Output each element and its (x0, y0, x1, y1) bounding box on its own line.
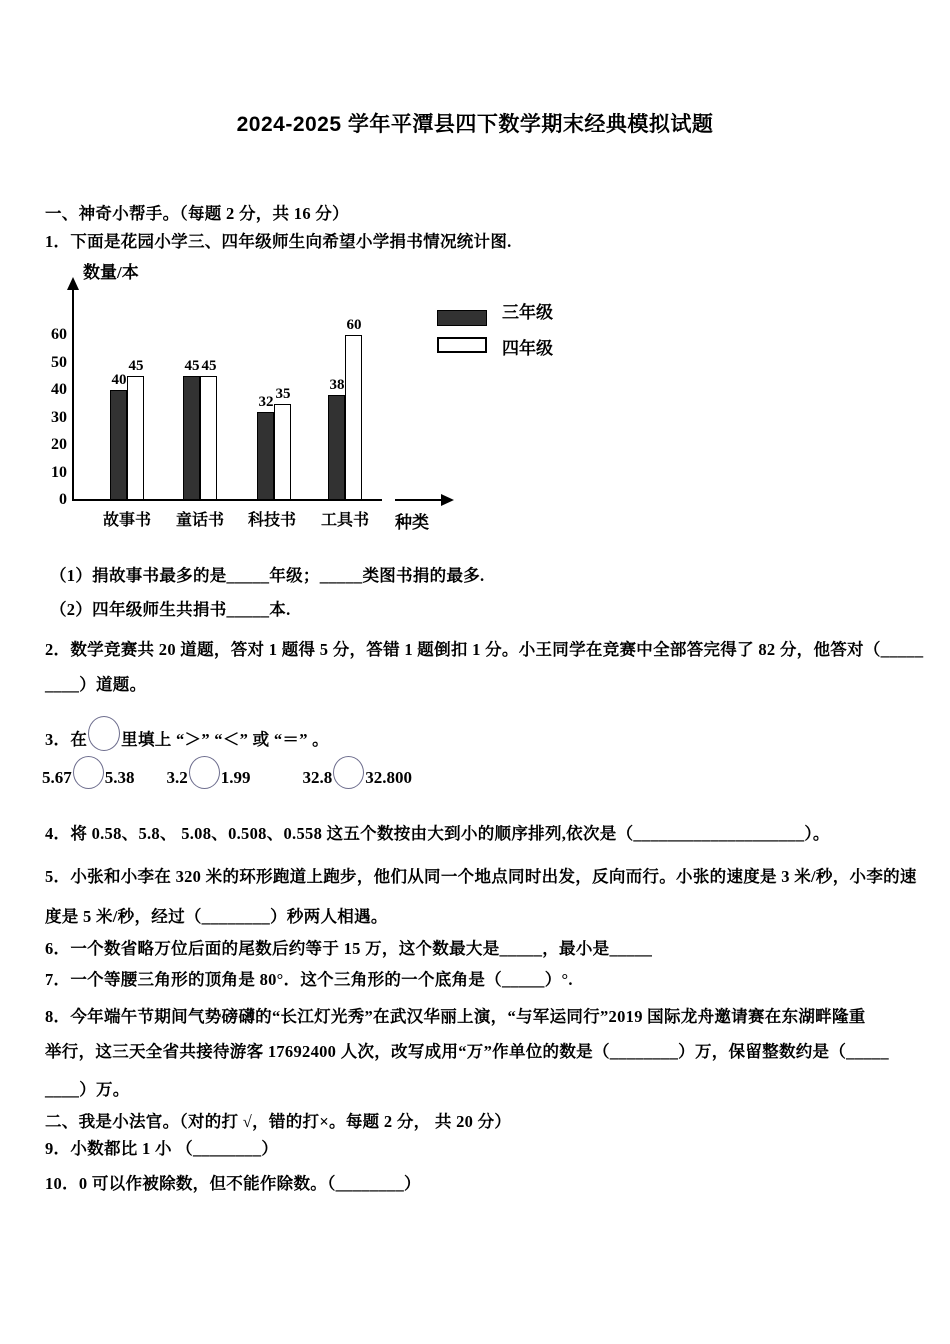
legend-label-grade4: 四年级 (502, 339, 553, 358)
legend-swatch-grade3 (437, 310, 487, 326)
question-1-text: 1．下面是花园小学三、四年级师生向希望小学捐书情况统计图. (45, 232, 512, 251)
question-3-comparisons (42, 756, 412, 789)
y-axis-tick-label: 0 (59, 491, 67, 508)
question-4-text: 4．将 0.58、5.8、 5.08、0.508、0.558 这五个数按由大到小的顺序排列,依次是（____________________）。 (45, 824, 830, 843)
question-9-text: 9．小数都比 1 小 （________） (45, 1139, 279, 1158)
question-8-line-1: 8．今年端午节期间气势磅礴的“长江灯光秀”在武汉华丽上演，“与军运同行”2019 国际龙舟邀请赛在东湖畔隆重 (45, 1007, 866, 1026)
y-axis-tick-label: 20 (51, 436, 67, 453)
legend-label-grade3: 三年级 (502, 303, 553, 322)
bar-value-label: 35 (275, 386, 291, 402)
compare-circle-icon (88, 716, 120, 751)
question-1-sub-2: （2）四年级师生共捐书_____本. (50, 600, 291, 619)
compare-circle-icon (333, 756, 364, 789)
bar-三年级-工具书 (328, 395, 345, 500)
bar-四年级-童话书 (200, 376, 217, 500)
bar-三年级-科技书 (257, 412, 274, 500)
question-2-line-2: ____）道题。 (45, 675, 147, 694)
compare-left-value: 32.8 (302, 768, 333, 787)
y-axis-line (72, 288, 74, 501)
compare-right-value: 5.38 (104, 768, 135, 787)
bar-value-label: 45 (184, 358, 200, 374)
compare-right-value: 1.99 (220, 768, 251, 787)
bar-三年级-故事书 (110, 390, 127, 500)
bar-四年级-故事书 (127, 376, 144, 500)
category-label-科技书: 科技书 (247, 512, 296, 529)
bar-value-label: 40 (111, 372, 127, 388)
question-6-text: 6．一个数省略万位后面的尾数后约等于 15 万，这个数最大是_____，最小是_____ (45, 939, 653, 958)
question-10-text: 10．0 可以作被除数，但不能作除数。（________） (45, 1174, 421, 1193)
question-8-line-3: ____）万。 (45, 1080, 130, 1099)
compare-circle-icon (73, 756, 104, 789)
y-axis-tick-label: 30 (51, 408, 67, 426)
bar-四年级-工具书 (345, 335, 362, 500)
question-3-suffix: 里填上 “＞” “＜” 或 “＝” 。 (121, 730, 329, 749)
chart-x-axis-label: 种类 (395, 513, 429, 532)
x-axis-arrow-icon (441, 494, 454, 506)
section-one-heading: 一、神奇小帮手。（每题 2 分，共 16 分） (45, 204, 349, 223)
y-axis-tick-label: 60 (51, 326, 67, 343)
question-3-text (45, 716, 329, 751)
bar-value-label: 32 (258, 394, 274, 410)
x-axis-arrow-line (395, 499, 443, 501)
bar-value-label: 38 (329, 377, 345, 393)
y-axis-tick-label: 10 (51, 463, 67, 481)
bar-value-label: 45 (128, 358, 144, 374)
y-axis-tick-label: 50 (51, 353, 67, 371)
bar-value-label: 45 (201, 358, 217, 374)
category-label-童话书: 童话书 (175, 512, 224, 529)
category-label-工具书: 工具书 (320, 512, 369, 529)
question-5-line-2: 度是 5 米/秒，经过（________）秒两人相遇。 (45, 907, 388, 926)
question-2-line-1: 2．数学竞赛共 20 道题，答对 1 题得 5 分，答错 1 题倒扣 1 分。小王同学在竞赛中全部答完得了 82 分，他答对（_____ (45, 640, 924, 659)
compare-circle-icon (189, 756, 220, 789)
compare-right-value: 32.800 (365, 768, 412, 787)
donation-bar-chart (45, 258, 645, 548)
y-axis-tick-label: 40 (51, 381, 67, 398)
legend-swatch-grade4 (437, 337, 487, 353)
question-3-prefix: 3．在 (45, 730, 88, 749)
question-7-text: 7．一个等腰三角形的顶角是 80°．这个三角形的一个底角是（_____）°. (45, 970, 573, 989)
exam-title: 2024-2025 学年平潭县四下数学期末经典模拟试题 (236, 113, 714, 136)
bar-三年级-童话书 (183, 376, 200, 500)
question-8-line-2: 举行，这三天全省共接待游客 17692400 人次，改写成用“万”作单位的数是（________）万，保留整数约是（_____ (45, 1042, 889, 1061)
section-two-heading: 二、我是小法官。（对的打 √，错的打×。每题 2 分， 共 20 分） (45, 1112, 512, 1131)
question-1-sub-1: （1）捐故事书最多的是_____年级；_____类图书捐的最多. (50, 566, 485, 585)
compare-left-value: 3.2 (166, 768, 188, 787)
bar-四年级-科技书 (274, 404, 291, 500)
category-label-故事书: 故事书 (102, 512, 151, 529)
compare-left-value: 5.67 (42, 768, 72, 787)
question-5-line-1: 5．小张和小李在 320 米的环形跑道上跑步，他们从同一个地点同时出发，反向而行。小张的速度是 3 米/秒，小李的速 (45, 867, 917, 886)
bar-value-label: 60 (346, 317, 362, 333)
chart-y-axis-label: 数量/本 (83, 263, 139, 282)
